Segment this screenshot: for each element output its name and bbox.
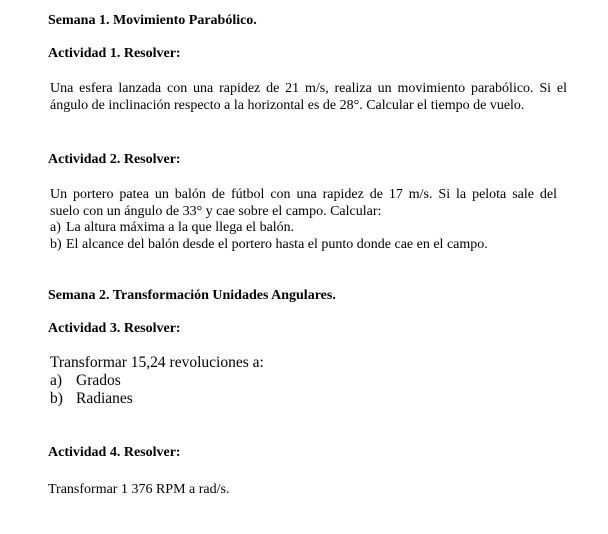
list-item-text: Grados [76,372,121,389]
activity2-line2: suelo con un ángulo de 33° y cae sobre el campo. Calcular: [50,204,382,219]
list-item-letter: b) [50,390,63,407]
list-item-text: La altura máxima a la que llega el balón. [66,220,295,235]
activity4-title: Actividad 4. Resolver: [48,445,181,460]
activity1-title: Actividad 1. Resolver: [48,46,181,61]
list-item-letter: a) [50,220,61,235]
list-item [50,236,488,253]
activity3-title: Actividad 3. Resolver: [48,321,181,336]
list-item-letter: a) [50,372,63,389]
list-item [50,219,294,236]
activity2-title: Actividad 2. Resolver: [48,152,181,167]
activity1-line2: ángulo de inclinación respecto a la horizontal es de 28°. Calcular el tiempo de vuelo. [50,98,525,113]
list-item-text: Radianes [76,390,133,407]
list-item-letter: b) [50,237,62,252]
list-item-text: El alcance del balón desde el portero hasta el punto donde cae en el campo. [66,237,488,252]
week2-heading: Semana 2. Transformación Unidades Angulares. [48,288,336,303]
list-item [50,390,133,408]
list-item [50,372,121,390]
activity1-line1: Una esfera lanzada con una rapidez de 21 m/s, realiza un movimiento parabólico. Si el [50,81,567,96]
activity2-line1: Un portero patea un balón de fútbol con una rapidez de 17 m/s. Si la pelota sale del [50,187,557,202]
activity3-intro: Transformar 15,24 revoluciones a: [50,354,264,371]
week1-heading: Semana 1. Movimiento Parabólico. [48,13,257,28]
activity4-text: Transformar 1 376 RPM a rad/s. [48,482,230,497]
